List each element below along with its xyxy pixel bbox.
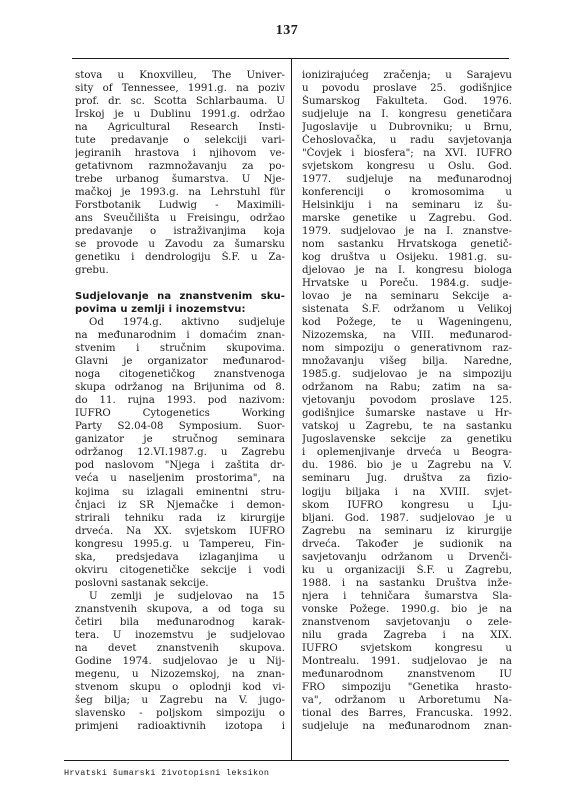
text-line: FRO simpoziju "Genetika hrasto-: [302, 681, 512, 693]
text-line: 1985.g. sudjelovao je na simpoziju: [302, 369, 512, 381]
text-line: Forstbotanik Ludwig - Maximili-: [75, 200, 285, 212]
text-line: 1988. i na sastanku Društva inže-: [302, 577, 512, 589]
text-line: vatskoj u Zagrebu, te na sastanku: [302, 421, 512, 433]
text-line: kojima su izlagali eminentni stru-: [75, 486, 285, 498]
text-line: IUFRO svjetskom kongresu u: [302, 642, 512, 654]
text-line: ku u organizaciji Š.F. u Zagrebu,: [302, 564, 512, 576]
text-line: znanstvenom savjetovanju o zele-: [302, 616, 512, 628]
text-line: bljani. God. 1987. sudjelovao je u: [302, 512, 512, 524]
text-line: održanog 12.VI.1987.g. u Zagrebu: [75, 447, 285, 459]
page-number: 137: [275, 23, 299, 38]
text-line: njera i tehničara šumarstva Sla-: [302, 590, 512, 602]
text-line: va", održanom u Arboretumu Na-: [302, 694, 512, 706]
text-line: množavanju višeg bilja. Naredne,: [302, 356, 512, 368]
text-line: noga citogenetičkog znanstvenoga: [75, 369, 285, 381]
text-line: Jugoslavenske sekcije za genetiku: [302, 434, 512, 446]
text-line: međunarodnom znanstvenom IU: [302, 668, 512, 680]
text-line: U zemlji je sudjelovao na 15: [89, 590, 285, 602]
column-divider: [291, 59, 292, 760]
text-line: lovao je na seminaru Sekcije a-: [302, 291, 512, 303]
text-line: na devet znanstvenih skupova.: [75, 642, 285, 654]
text-line: stova u Knoxvilleu, The Univer-: [75, 70, 285, 81]
section-heading-line: povima u zemlji i inozemstvu:: [75, 304, 246, 316]
right-column: [302, 69, 512, 733]
text-line: znanstvenih skupova, a od toga su: [75, 603, 285, 615]
text-line: tute predavanje o selekciji vari-: [75, 135, 285, 147]
footer-text: Hrvatski šumarski životopisni leksikon: [64, 768, 270, 778]
text-line: Montrealu. 1991. sudjelovao je na: [302, 655, 512, 667]
text-line: seminaru Jug. društva za fizio-: [302, 473, 512, 485]
text-line: drveća. Također je sudionik na: [302, 538, 512, 550]
text-line: Jugoslavije u Dubrovniku; u Brnu,: [302, 122, 512, 134]
text-line: u povodu proslave 25. godišnjice: [302, 83, 512, 95]
text-line: ska, predsjedava izlaganjima u: [75, 551, 285, 563]
text-line: getativnom razmnožavanju za po-: [75, 161, 285, 173]
text-line: svjetskom kongresu u Oslu. God.: [302, 161, 512, 173]
text-line: IUFRO Cytogenetics Working: [75, 408, 285, 420]
section-heading-line: Sudjelovanje na znanstvenim sku-: [75, 291, 285, 303]
text-line: stvenim i stručnim skupovima.: [75, 343, 285, 355]
text-line: sudjeluje na I. kongresu genetičara: [302, 109, 512, 121]
text-line: Hrvatske u Poreču. 1984.g. sudje-: [302, 278, 512, 290]
text-line: megenu, u Nizozemskoj, na znan-: [75, 668, 285, 680]
text-line: trebe urbanog šumarstva. U Nje-: [75, 174, 285, 186]
text-line: kongresu 1995.g. u Tampereu, Fin-: [75, 538, 285, 550]
text-line: se provode u Zavodu za šumarsku: [75, 239, 285, 251]
text-line: djelovao je na I. kongresu biologa: [302, 265, 512, 277]
text-line: sity of Tennessee, 1991.g. na poziv: [75, 83, 285, 95]
text-line: Od 1974.g. aktivno sudjeluje: [89, 317, 285, 329]
text-line: stvenom skupu o oplodnji kod vi-: [75, 681, 285, 693]
text-line: Šumarskog Fakulteta. God. 1976.: [302, 96, 512, 108]
text-line: veća u naseljenim prostorima", na: [75, 473, 285, 485]
text-line: čnjaci iz SR Njemačke i demon-: [75, 499, 285, 511]
text-line: strirali tehniku rada iz kirurgije: [75, 512, 285, 524]
text-line: na međunarodnim i domaćim znan-: [75, 330, 285, 342]
text-line: kog društva u Osijeku. 1981.g. su-: [302, 252, 512, 264]
text-line: du. 1986. bio je u Zagrebu na V.: [302, 460, 512, 472]
text-line: savjetovanju održanom u Drvenči-: [302, 551, 512, 563]
text-line: Irskoj je u Dublinu 1991.g. održao: [75, 109, 285, 121]
text-line: održanom na Rabu; zatim na sa-: [302, 382, 512, 394]
text-line: pod naslovom "Njega i zaštita dr-: [75, 460, 285, 472]
text-line: vjetovanju povodom proslave 125.: [302, 395, 512, 407]
text-line: Čehoslovačka, u radu savjetovanja: [302, 135, 512, 147]
text-line: 1977. sudjeluje na međunarodnoj: [302, 174, 512, 186]
text-line: četiri bila međunarodnog karak-: [75, 616, 285, 628]
text-line: Helsinkiju i na seminaru iz šu-: [302, 200, 512, 212]
text-line: primjeni radioaktivnih izotopa i: [75, 720, 285, 732]
text-line: do 11. rujna 1993. pod nazivom:: [75, 395, 285, 407]
text-line: Godine 1974. sudjelovao je u Nij-: [75, 655, 285, 667]
text-line: sudjeluje na međunarodnom znan-: [302, 720, 512, 732]
text-line: genetiku i dendrologiju Š.F. u Za-: [75, 252, 285, 264]
text-line: Glavni je organizator međunarod-: [75, 356, 285, 368]
bottom-rule: [64, 760, 509, 761]
text-line: poslovni sastanak sekcije.: [75, 577, 209, 589]
text-line: prof. dr. sc. Scotta Schlarbauma. U: [75, 96, 285, 108]
text-line: Zagrebu na seminaru iz kirurgije: [302, 525, 512, 537]
text-line: okviru citogenetičke sekcije i vodi: [75, 564, 285, 576]
text-line: marske genetike u Zagrebu. God.: [302, 213, 512, 225]
text-line: Nizozemska, na VIII. međunarod-: [302, 330, 512, 342]
text-line: šeg bilja; u Zagrebu na V. jugo-: [75, 694, 285, 706]
text-line: logiju biljaka i na XVIII. svjet-: [302, 486, 512, 498]
text-line: godišnjice šumarske nastave u Hr-: [302, 408, 512, 420]
text-line: drveća. Na XX. svjetskom IUFRO: [75, 525, 285, 537]
text-line: ionizirajućeg zračenja; u Sarajevu: [302, 70, 512, 81]
text-line: slavensko - poljskom simpoziju o: [75, 707, 285, 719]
text-line: nilu grada Zagreba i na XIX.: [302, 629, 512, 641]
left-column: [75, 69, 285, 733]
text-line: vonske Požege. 1990.g. bio je na: [302, 603, 512, 615]
text-line: konferenciji o kromosomima u: [302, 187, 512, 199]
text-line: skupa održanog na Brijunima od 8.: [75, 382, 285, 394]
text-line: na Agricultural Research Insti-: [75, 122, 285, 134]
text-line: jegiranih hrastova i njihovom ve-: [75, 148, 285, 160]
text-line: skom IUFRO kongresu u Lju-: [302, 499, 512, 511]
text-line: mačkoj je 1993.g. na Lehrstuhl für: [75, 187, 285, 199]
text-line: nom simpoziju o generativnom raz-: [302, 343, 512, 355]
text-line: predavanje o istraživanjima koja: [75, 226, 285, 238]
text-line: i oplemenjivanje drveća u Beogra-: [302, 447, 512, 459]
text-line: kod Požege, te u Wageningenu,: [302, 317, 512, 329]
text-line: tional des Barres, Francuska. 1992.: [302, 707, 512, 719]
text-line: nom sastanku Hrvatskoga genetič-: [302, 239, 512, 251]
text-line: grebu.: [75, 265, 109, 277]
text-line: Party S2.04-08 Symposium. Suor-: [75, 421, 285, 433]
text-line: ans Sveučilišta u Freisingu, održao: [75, 213, 285, 225]
text-line: "Čovjek i biosfera"; na XVI. IUFRO: [302, 148, 512, 160]
paragraph-gap: [75, 277, 285, 290]
text-line: 1979. sudjelovao je na I. znanstve-: [302, 226, 512, 238]
text-line: sistenata Š.F. održanom u Velikoj: [302, 304, 512, 316]
text-line: tera. U inozemstvu je sudjelovao: [75, 629, 285, 641]
text-line: ganizator je stručnog seminara: [75, 434, 285, 446]
